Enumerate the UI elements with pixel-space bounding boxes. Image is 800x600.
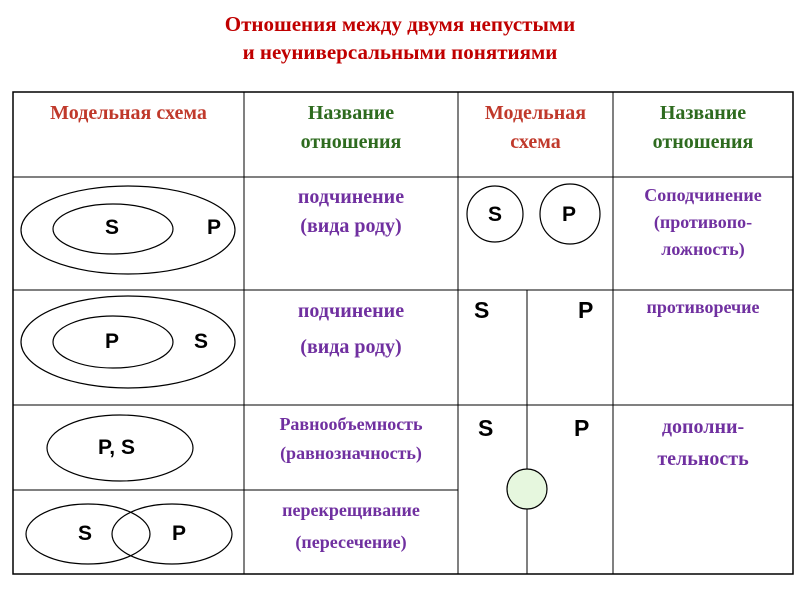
- header-col3: [458, 99, 613, 157]
- r1-label-s: S: [105, 216, 120, 239]
- r2-right-relation-name: противоречие: [646, 297, 760, 317]
- r4-relation-line2: (пересечение): [295, 532, 407, 552]
- r4-label-s: S: [78, 522, 93, 545]
- r1-right-label-p: P: [562, 203, 577, 226]
- r2-right-label-s: S: [474, 297, 490, 323]
- r2-relation-line1: подчинение: [297, 300, 405, 322]
- r1-relation-line1: подчинение: [297, 186, 405, 208]
- header-col2-line2: отношения: [300, 131, 402, 153]
- r2-right-label-p: P: [578, 297, 594, 323]
- r3-relation-line2: (равнозначность): [280, 443, 422, 463]
- header-col2: [244, 99, 458, 157]
- title-line-2: и неуниверсальными понятиями: [242, 40, 558, 64]
- r3-right-label-s: S: [478, 415, 494, 441]
- title-line-1: Отношения между двумя непустыми: [224, 12, 576, 36]
- r3-right-relation-line2: тельность: [657, 448, 749, 470]
- r1-relation-line2: (вида роду): [300, 215, 402, 237]
- complement-circle: [507, 469, 547, 509]
- header-col2-line1: Название: [307, 102, 395, 124]
- r4-label-p: P: [172, 522, 187, 545]
- r1-right-relation-name: [613, 182, 793, 263]
- r3-relation-line1: Равнообъемность: [279, 414, 423, 434]
- header-col4-line2: отношения: [652, 131, 754, 153]
- r1-right-relation-line1: Соподчинение: [644, 185, 762, 205]
- header-col4: [613, 99, 793, 157]
- header-col3-line2: схема: [510, 131, 561, 153]
- r1-right-label-s: S: [488, 203, 503, 226]
- r2-relation-name: [244, 293, 458, 365]
- r3-relation-name: [244, 410, 458, 468]
- r4-relation-name: [244, 494, 458, 558]
- r1-relation-name: [244, 183, 458, 241]
- r2-label-p: P: [105, 330, 120, 353]
- r2-label-s: S: [194, 330, 209, 353]
- r4-relation-line1: перекрещивание: [282, 500, 420, 520]
- r1-right-relation-line3: ложность): [661, 239, 745, 259]
- r3-right-relation-name: [613, 411, 793, 475]
- r3-label-ps: P, S: [98, 436, 135, 459]
- r1-label-p: P: [207, 216, 222, 239]
- r1-right-relation-line2: (противопо-: [653, 212, 753, 232]
- header-col4-line1: Название: [659, 102, 747, 124]
- r2-relation-line2: (вида роду): [300, 336, 402, 358]
- header-col3-line1: Модельная: [484, 102, 587, 124]
- r3-right-relation-line1: дополни-: [661, 416, 745, 438]
- header-col1: Модельная схема: [50, 102, 207, 124]
- r3-right-label-p: P: [574, 415, 590, 441]
